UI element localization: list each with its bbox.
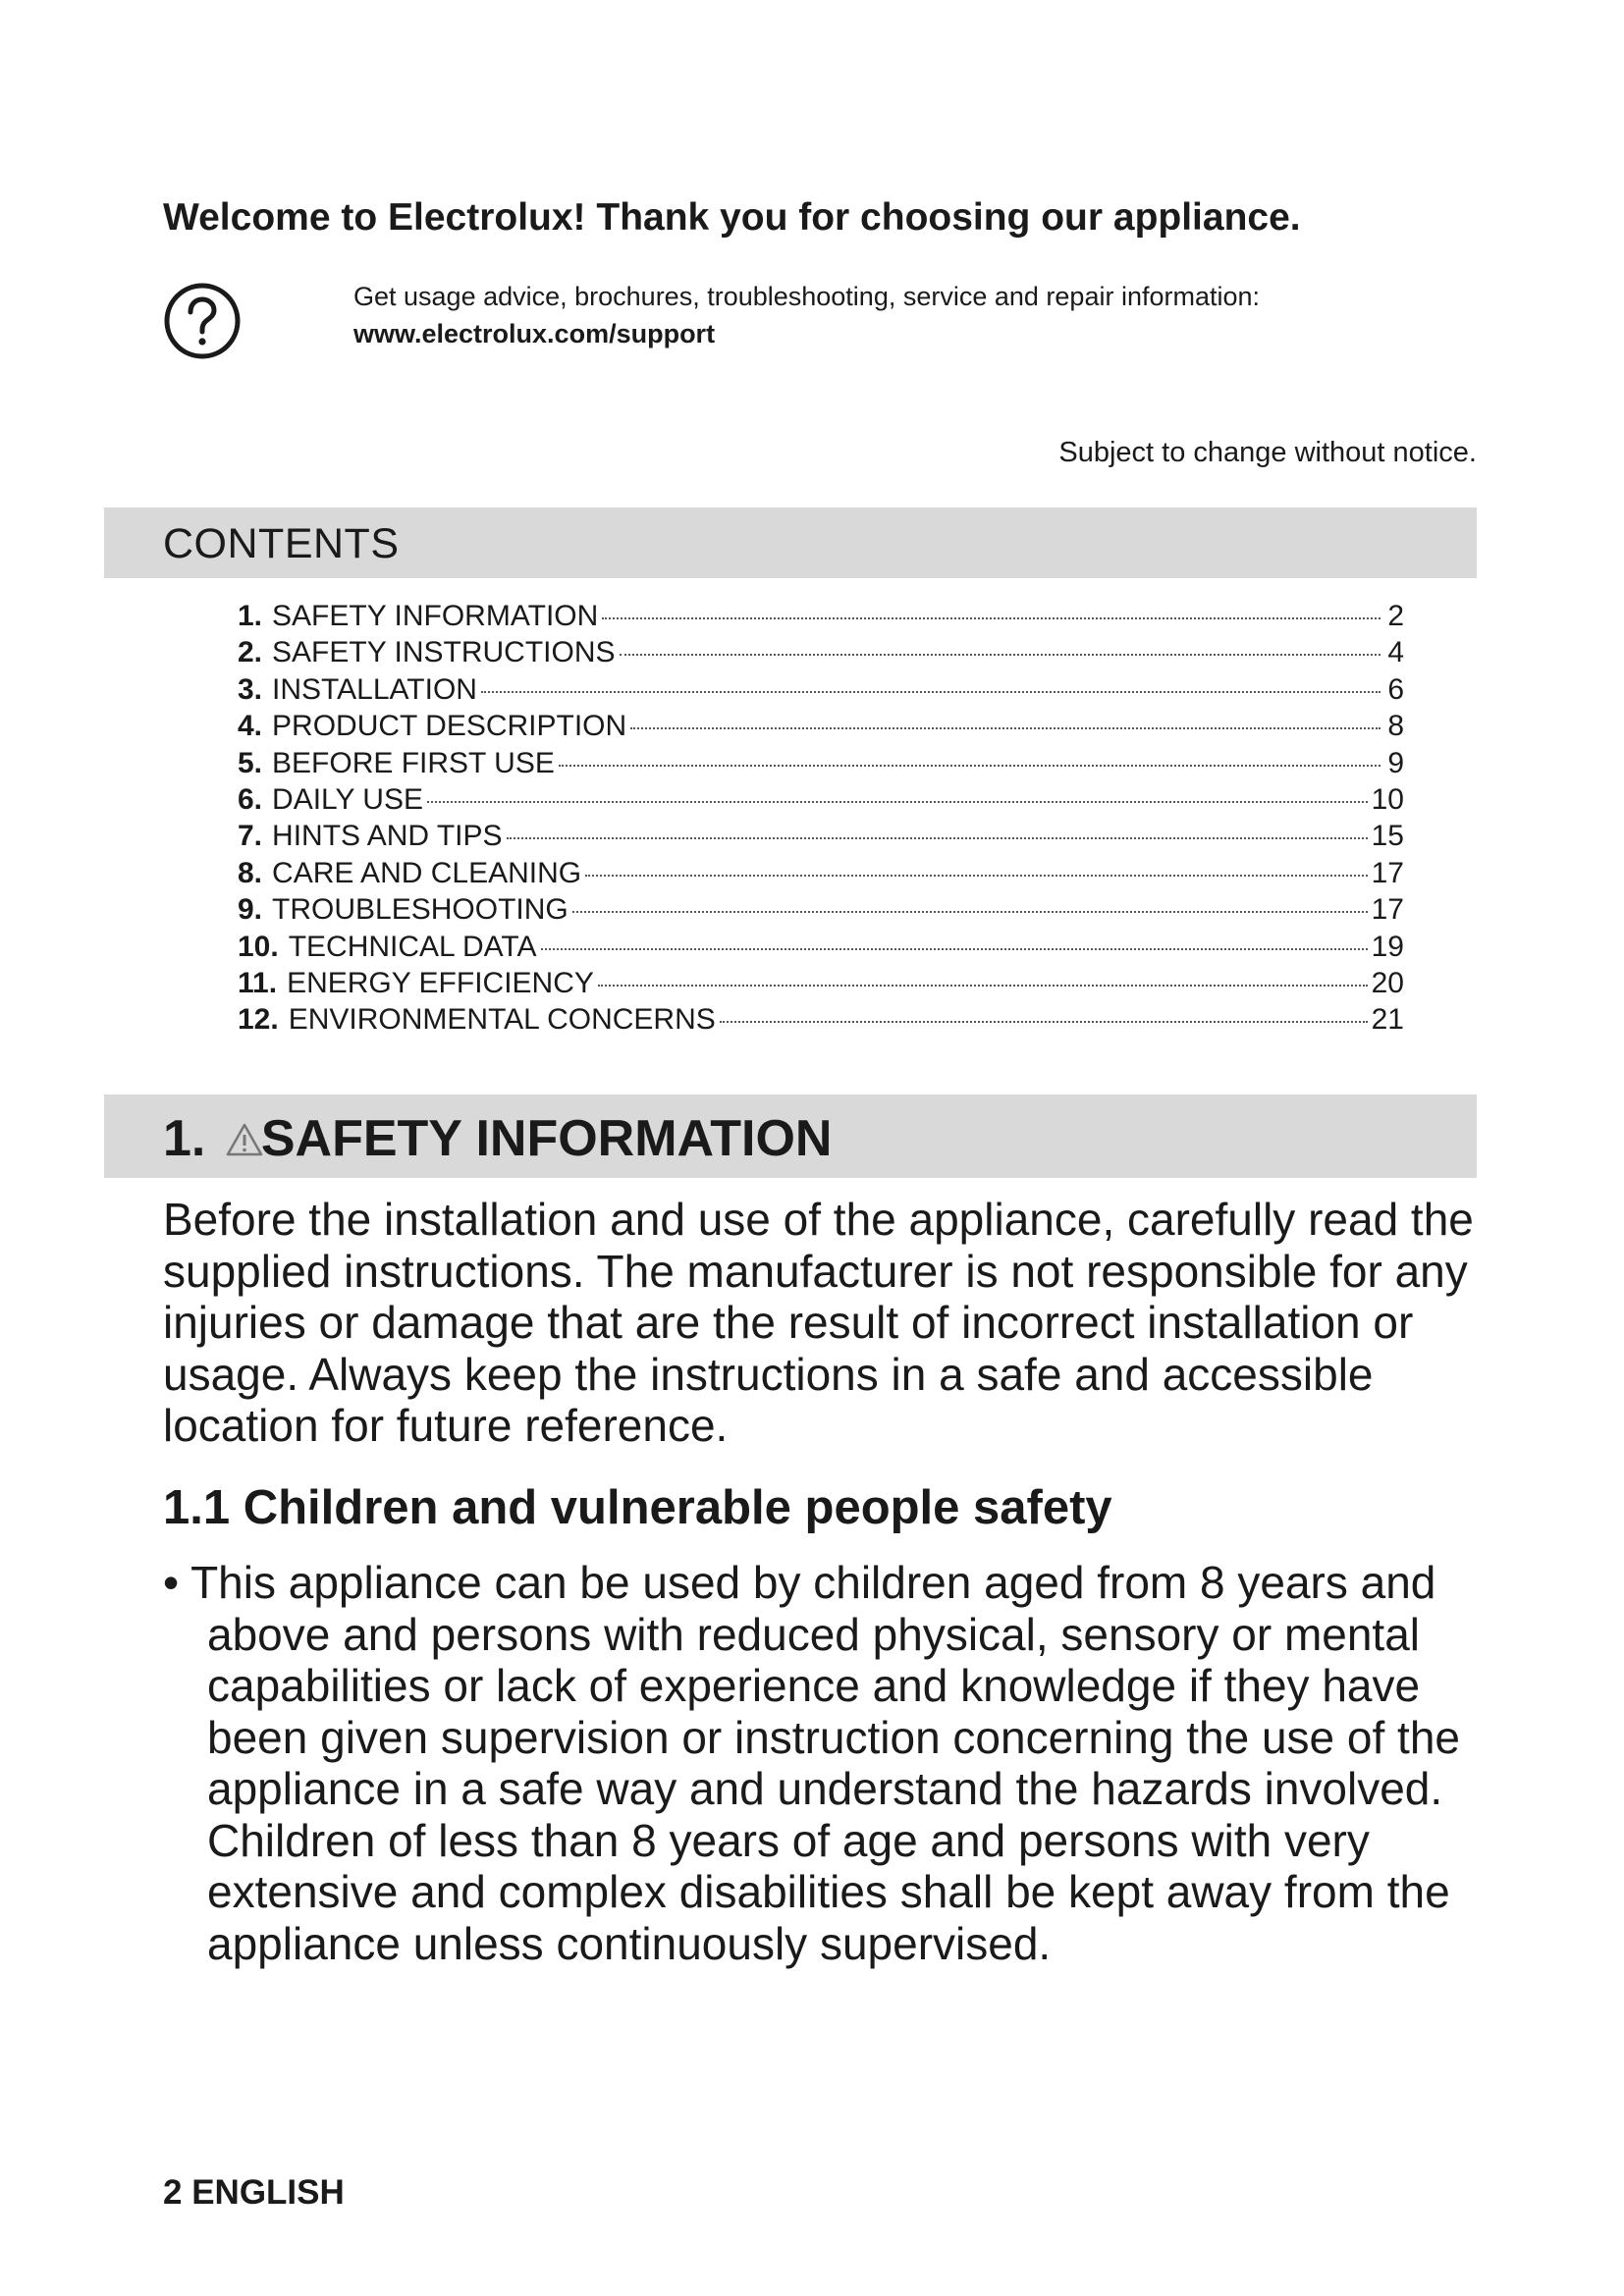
toc-item-number: 4. bbox=[238, 710, 263, 743]
toc-leader-dots bbox=[481, 691, 1380, 693]
toc-item-label: ENERGY EFFICIENCY bbox=[287, 966, 594, 999]
toc-item-number: 8. bbox=[238, 856, 263, 889]
section-title-text: SAFETY INFORMATION bbox=[260, 1110, 833, 1167]
toc-item-page: 20 bbox=[1371, 966, 1404, 999]
toc-item-page: 17 bbox=[1371, 856, 1404, 889]
toc-item-label: HINTS AND TIPS bbox=[272, 820, 503, 853]
toc-item[interactable] bbox=[238, 634, 1404, 670]
toc-item-page: 6 bbox=[1387, 672, 1404, 706]
section-title bbox=[163, 1109, 832, 1168]
toc-item[interactable] bbox=[238, 598, 1404, 634]
toc-leader-dots bbox=[507, 837, 1368, 839]
warning-triangle-icon bbox=[226, 1122, 263, 1157]
bullet-text: This appliance can be used by children aged from 8 years and above and persons with reduced physical, sensory or mental capabilities or lack of experience and knowledge if they have been given supervision or instruction concerning the use of the appliance in a safe way and understand the hazards involved. Children of less than 8 years of age and persons with very extensive and complex disabilities shall be kept away from the appliance unless continuously supervised. bbox=[190, 1557, 1461, 1969]
toc-item[interactable] bbox=[238, 965, 1404, 1001]
toc-item-label: INSTALLATION bbox=[272, 672, 477, 706]
toc-leader-dots bbox=[720, 1021, 1368, 1023]
toc-item-label: SAFETY INSTRUCTIONS bbox=[272, 636, 616, 669]
toc-leader-dots bbox=[427, 801, 1368, 803]
toc-item[interactable] bbox=[238, 745, 1404, 781]
toc-leader-dots bbox=[598, 985, 1368, 987]
toc-item[interactable] bbox=[238, 929, 1404, 965]
bullet-marker: • bbox=[163, 1557, 180, 1608]
toc-item[interactable] bbox=[238, 708, 1404, 744]
bullet-item bbox=[163, 1557, 1533, 1969]
toc-item[interactable] bbox=[238, 818, 1404, 854]
toc-item-label: TROUBLESHOOTING bbox=[272, 893, 568, 927]
toc-item[interactable] bbox=[238, 671, 1404, 708]
toc-item-page: 2 bbox=[1387, 600, 1404, 632]
toc-item-label: PRODUCT DESCRIPTION bbox=[272, 710, 627, 743]
toc-item-number: 6. bbox=[238, 782, 263, 816]
toc-item-page: 17 bbox=[1371, 893, 1404, 927]
toc-item-page: 9 bbox=[1387, 746, 1404, 779]
toc-item-page: 4 bbox=[1387, 636, 1404, 669]
toc-item-label: BEFORE FIRST USE bbox=[272, 746, 555, 779]
support-link[interactable]: www.electrolux.com/support bbox=[353, 319, 716, 348]
toc-item-number: 1. bbox=[238, 600, 263, 632]
toc-item-page: 19 bbox=[1371, 930, 1404, 963]
table-of-contents bbox=[238, 598, 1404, 1039]
toc-item[interactable] bbox=[238, 781, 1404, 818]
toc-leader-dots bbox=[620, 654, 1380, 656]
toc-item-page: 10 bbox=[1371, 782, 1404, 816]
toc-leader-dots bbox=[630, 727, 1380, 729]
toc-item-number: 9. bbox=[238, 893, 263, 927]
toc-item-label: TECHNICAL DATA bbox=[288, 930, 537, 963]
contents-title: CONTENTS bbox=[163, 520, 400, 567]
toc-leader-dots bbox=[602, 617, 1380, 619]
toc-item[interactable] bbox=[238, 891, 1404, 928]
toc-item[interactable] bbox=[238, 855, 1404, 891]
section-number: 1. bbox=[163, 1110, 206, 1167]
support-info bbox=[353, 278, 1260, 352]
toc-leader-dots bbox=[541, 948, 1368, 950]
change-notice: Subject to change without notice. bbox=[1058, 437, 1477, 468]
safety-header-band bbox=[104, 1095, 1477, 1178]
subsection-title: 1.1 Children and vulnerable people safety bbox=[163, 1481, 1112, 1534]
toc-item-number: 3. bbox=[238, 672, 263, 706]
toc-leader-dots bbox=[572, 911, 1368, 913]
toc-item-page: 15 bbox=[1371, 820, 1404, 853]
toc-item-page: 21 bbox=[1371, 1003, 1404, 1037]
toc-item-number: 12. bbox=[238, 1003, 279, 1037]
toc-item-number: 2. bbox=[238, 636, 263, 669]
toc-item-page: 8 bbox=[1387, 710, 1404, 743]
contents-header-band bbox=[104, 507, 1477, 578]
toc-item-number: 7. bbox=[238, 820, 263, 853]
toc-item[interactable] bbox=[238, 1001, 1404, 1038]
page-footer bbox=[163, 2173, 345, 2213]
page-number: 2 bbox=[163, 2173, 183, 2212]
toc-item-label: CARE AND CLEANING bbox=[272, 856, 582, 889]
toc-leader-dots bbox=[585, 875, 1368, 877]
question-circle-icon bbox=[163, 282, 242, 360]
toc-item-label: ENVIRONMENTAL CONCERNS bbox=[288, 1003, 716, 1037]
support-description: Get usage advice, brochures, troubleshooting, service and repair information: bbox=[353, 282, 1261, 311]
footer-language: ENGLISH bbox=[191, 2173, 345, 2212]
toc-item-number: 10. bbox=[238, 930, 279, 963]
toc-item-label: SAFETY INFORMATION bbox=[272, 600, 599, 632]
toc-item-number: 11. bbox=[238, 966, 278, 999]
welcome-heading: Welcome to Electrolux! Thank you for choosing our appliance. bbox=[163, 196, 1301, 239]
toc-item-label: DAILY USE bbox=[272, 782, 423, 816]
toc-item-number: 5. bbox=[238, 746, 263, 779]
toc-leader-dots bbox=[559, 765, 1380, 767]
intro-paragraph: Before the installation and use of the appliance, carefully read the supplied instructions. The manufacturer is not responsible for any injuries or damage that are the result of incorrect installation or usage. Always keep the instructions in a safe and accessible location for future reference. bbox=[163, 1194, 1474, 1451]
